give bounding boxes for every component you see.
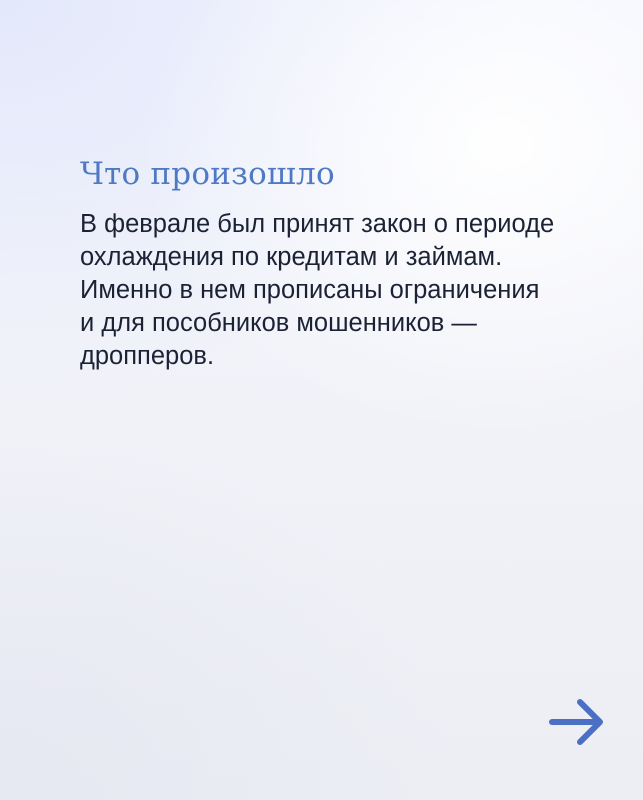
next-slide-button[interactable] [548,696,608,748]
slide-body-text: В феврале был принят закон о периоде охлаждения по кредитам и займам. Именно в нем прописаны ограничения и для пособников мошенников — дропперов. [80,210,555,370]
slide-heading: Что произошло [80,156,335,192]
arrow-right-icon [548,696,608,748]
